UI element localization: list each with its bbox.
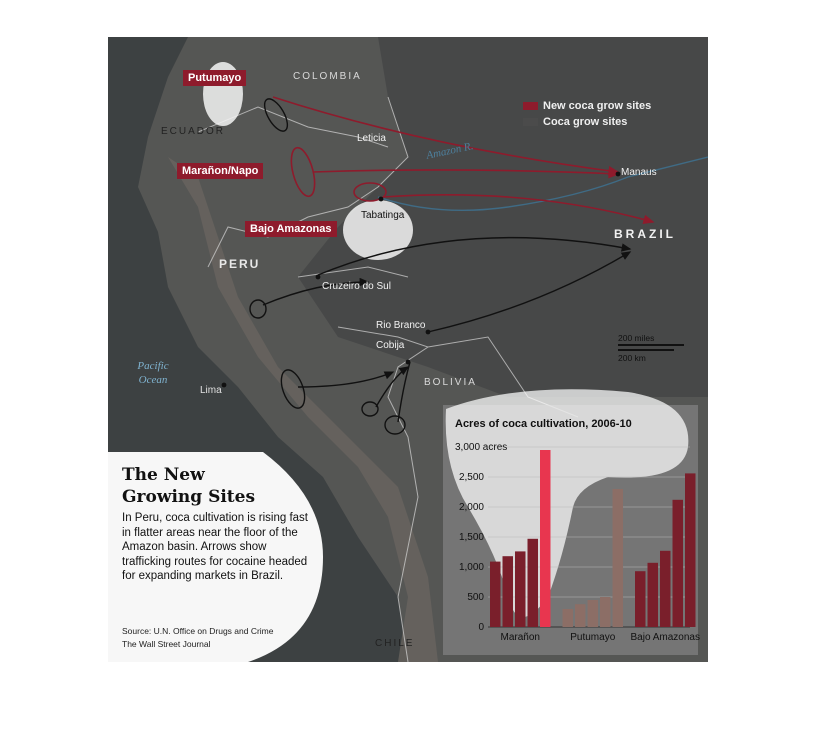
- label-colombia: COLOMBIA: [293, 71, 362, 82]
- x-category-label: Bajo Amazonas: [630, 632, 700, 643]
- label-amazon-river: Amazon R.: [425, 140, 475, 162]
- label-chile: CHILE: [375, 638, 415, 649]
- city-leticia: Leticia: [357, 133, 386, 144]
- bar-putumayo-2007: [575, 604, 586, 627]
- map-infographic: [108, 37, 708, 662]
- legend-swatch-existing: [523, 118, 538, 126]
- headline: The New Growing Sites: [122, 465, 256, 507]
- tag-putumayo: Putumayo: [183, 70, 246, 86]
- x-category-label: Putumayo: [570, 632, 616, 643]
- city-lima: Lima: [200, 385, 222, 396]
- bar-marañon-2007: [503, 556, 514, 627]
- bar-bajo-amazonas-2007: [648, 563, 659, 627]
- city-tabatinga: Tabatinga: [361, 210, 405, 221]
- y-tick-label: 1,500: [458, 532, 484, 543]
- bar-putumayo-2010: [613, 489, 624, 627]
- bar-putumayo-2006: [563, 609, 574, 627]
- y-tick-label: 0: [478, 622, 484, 633]
- y-tick-label: 3,000 acres: [455, 442, 508, 453]
- y-tick-label: 1,000: [458, 562, 484, 573]
- bar-marañon-2006: [490, 562, 501, 627]
- y-tick-label: 2,500: [458, 472, 484, 483]
- x-category-label: Marañon: [500, 632, 540, 643]
- label-brazil: BRAZIL: [614, 227, 676, 241]
- label-peru: PERU: [219, 257, 261, 271]
- scale-miles: 200 miles: [618, 333, 655, 343]
- bar-putumayo-2009: [600, 597, 611, 627]
- label-pacific-ocean: Pacific Ocean: [137, 360, 169, 386]
- label-bolivia: BOLIVIA: [424, 377, 477, 388]
- y-tick-label: 2,000: [458, 502, 484, 513]
- city-manaus: Manaus: [621, 167, 657, 178]
- bar-marañon-2008: [515, 551, 526, 627]
- bar-marañon-2010: [540, 450, 551, 627]
- bar-putumayo-2008: [588, 600, 599, 627]
- site-bajo-amazonas-halo: [343, 200, 413, 260]
- bar-bajo-amazonas-2010: [685, 473, 696, 627]
- city-cobija: Cobija: [376, 340, 405, 351]
- source-credit: Source: U.N. Office on Drugs and Crime The Wall Street Journal: [122, 626, 274, 649]
- bar-bajo-amazonas-2006: [635, 571, 646, 627]
- tag-bajo-amazonas: Bajo Amazonas: [245, 221, 337, 237]
- chart-title: Acres of coca cultivation, 2006-10: [455, 418, 632, 430]
- y-tick-label: 500: [467, 592, 484, 603]
- scale-km: 200 km: [618, 353, 646, 363]
- legend-existing-sites: Coca grow sites: [523, 116, 627, 128]
- city-cruzeiro-do-sul: Cruzeiro do Sul: [322, 281, 391, 292]
- legend-new-sites: New coca grow sites: [523, 100, 651, 112]
- city-rio-branco: Rio Branco: [376, 320, 426, 331]
- bar-bajo-amazonas-2008: [660, 551, 671, 627]
- bar-marañon-2009: [528, 539, 539, 627]
- tag-maranon-napo: Marañon/Napo: [177, 163, 263, 179]
- legend-swatch-new: [523, 102, 538, 110]
- deck-text: In Peru, coca cultivation is rising fast in flatter areas near the floor of the Amazon basin. Arrows show trafficking routes for cocaine headed for expanding markets in Brazil.: [122, 512, 308, 582]
- label-ecuador: ECUADOR: [161, 126, 226, 137]
- bar-bajo-amazonas-2009: [673, 500, 684, 627]
